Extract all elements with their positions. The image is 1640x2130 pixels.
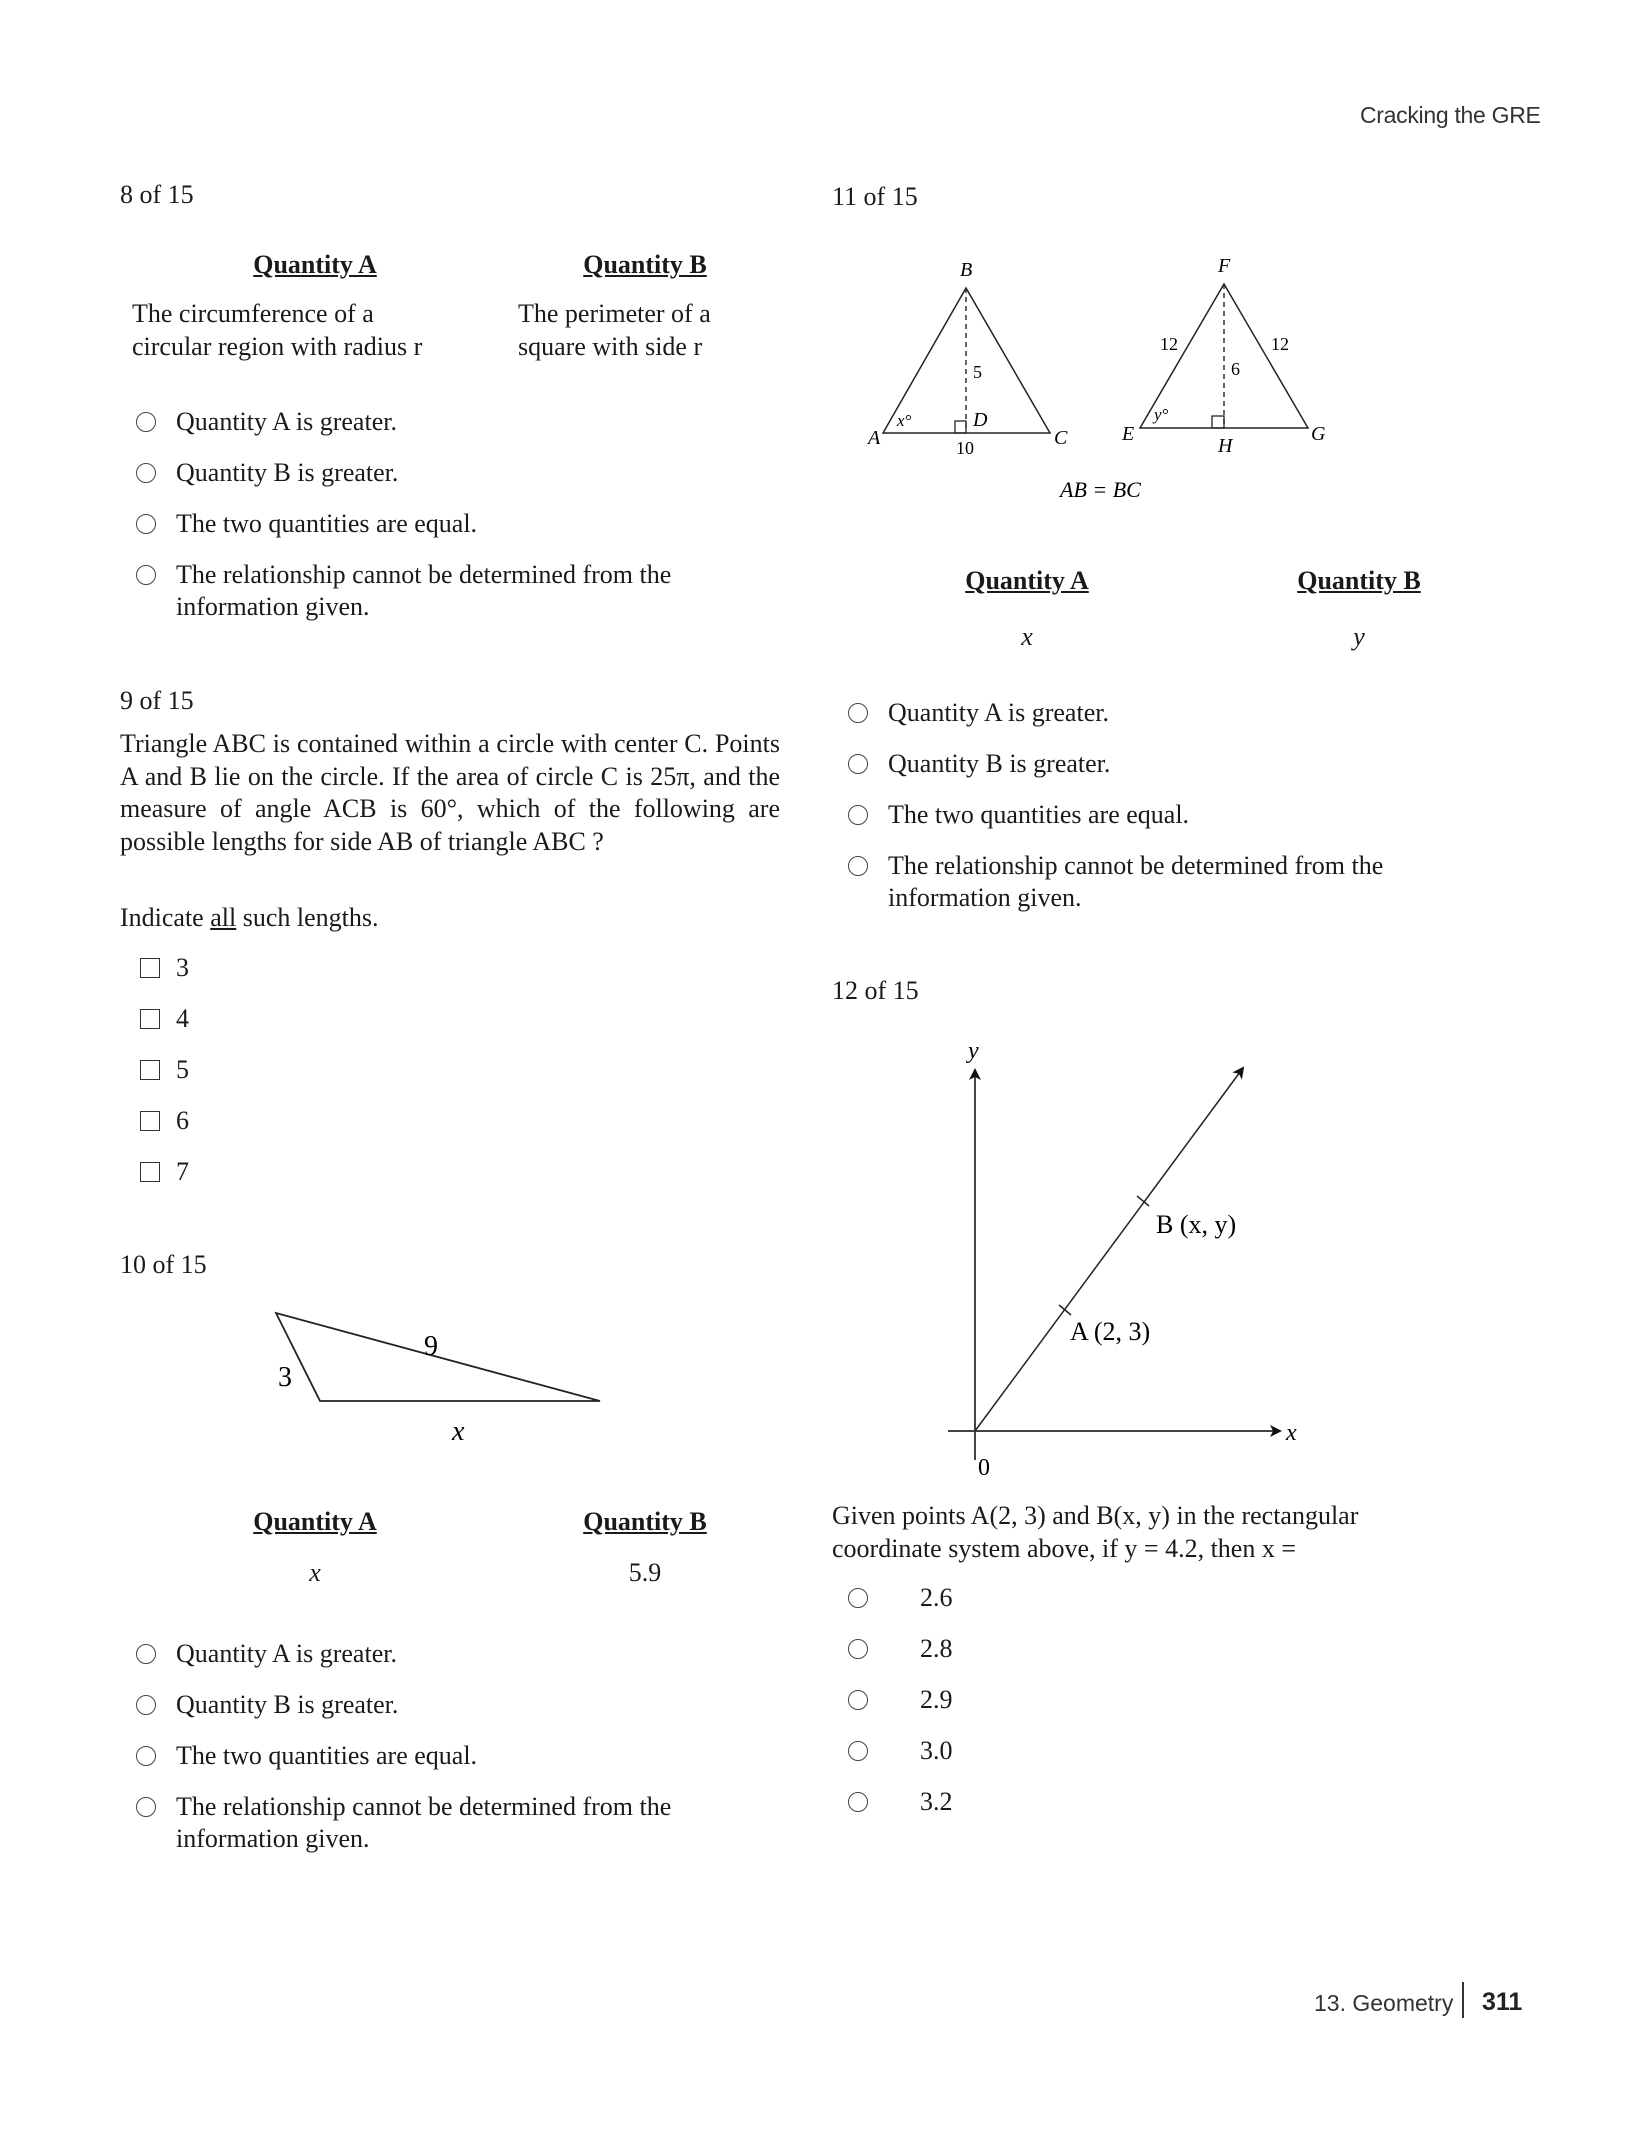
option-label: The two quantities are equal. [176,509,478,538]
radio-icon[interactable] [848,856,868,876]
option-label: Quantity B is greater. [176,458,399,487]
option-label: 3.0 [920,1736,953,1765]
radio-icon[interactable] [848,805,868,825]
q9-question: Triangle ABC is contained within a circle with center C. Points A and B lie on the circle. If the area of circle C is 25π, and the measure of angle ACB is 60°, which of the following are possible lengths for side AB of triangle ABC ? [120,729,780,856]
side-label-fg: 12 [1271,334,1289,354]
running-header: Cracking the GRE [1360,102,1541,128]
option-label: The two quantities are equal. [888,800,1190,829]
q10-quantity-b-label: Quantity B [583,1507,707,1536]
q11-option-a[interactable] [848,697,1508,729]
height-label: 6 [1231,359,1240,379]
question-line: Given points A(2, 3) and B(x, y) in the rectangular [832,1501,1359,1530]
q11-quantity-b-value: y [1353,622,1365,651]
radio-icon[interactable] [136,1746,156,1766]
q12-coordinate-figure [820,1000,1440,1480]
option-label: Quantity B is greater. [888,749,1111,778]
point-b-label: B (x, y) [1156,1210,1237,1239]
vertex-label-d: D [973,409,988,431]
q8-quantity-b-line2: square with side r [518,331,703,361]
radio-icon[interactable] [848,1588,868,1608]
right-angle-marker [1212,416,1224,428]
q11-option-b[interactable] [848,748,1508,780]
page-number: 311 [1482,1988,1523,2016]
radio-icon[interactable] [136,1695,156,1715]
instruction-text: such lengths. [236,903,379,932]
point-a-tick [1059,1305,1071,1315]
radio-icon[interactable] [848,1690,868,1710]
option-label: Quantity A is greater. [176,407,397,436]
vertex-label-f: F [1218,255,1231,277]
q10-quantity-a-label: Quantity A [253,1507,377,1536]
option-label: 2.9 [920,1685,953,1714]
x-axis-label: x [1286,1420,1297,1446]
q12-option-5[interactable] [848,1786,953,1818]
vertex-label-e: E [1122,423,1135,445]
q12-option-2[interactable] [848,1633,953,1665]
q8-quantity-b-label: Quantity B [583,250,707,279]
option-label: The relationship cannot be determined from the information given. [176,560,672,621]
option-label: The relationship cannot be determined from the information given. [176,1792,672,1853]
option-label: 2.8 [920,1634,953,1663]
q8-quantity-b-line1: The perimeter of a [518,299,711,328]
q10-quantity-a-value: x [309,1558,321,1587]
footer-divider [1462,1982,1464,2018]
question-line: coordinate system above, if y = 4.2, then x = [832,1533,1297,1563]
height-label: 5 [973,362,982,382]
radio-icon[interactable] [848,1741,868,1761]
q12-option-3[interactable] [848,1684,953,1716]
option-label: The two quantities are equal. [176,1741,478,1770]
q11-option-c[interactable] [848,799,1508,831]
right-angle-marker [955,421,966,433]
q12-options [848,1582,953,1818]
y-axis-label: y [968,1038,979,1064]
radio-icon[interactable] [848,754,868,774]
side-label-bottom: x [452,1416,465,1447]
vertex-label-b: B [960,259,973,281]
radio-icon[interactable] [136,1644,156,1664]
option-label: 2.6 [920,1583,953,1612]
q12-option-1[interactable] [848,1582,953,1614]
q10-option-d[interactable] [136,1791,796,1855]
option-label: 4 [176,1004,189,1033]
q10-option-c[interactable] [136,1740,796,1772]
footer-chapter: 13. Geometry [1314,1990,1454,2016]
angle-label-y: y° [1154,405,1169,424]
option-label: Quantity A is greater. [888,698,1109,727]
q11-options [848,697,1508,914]
radio-icon[interactable] [848,703,868,723]
radio-icon[interactable] [136,1797,156,1817]
option-label: 6 [176,1106,189,1135]
q11-triangles-figure [820,240,1500,520]
angle-label-x: x° [897,411,912,430]
instruction-text: Indicate [120,903,211,932]
q11-number: 11 of 15 [832,182,918,211]
q10-number: 10 of 15 [120,1250,207,1279]
triangle-shape [276,1313,600,1401]
line-through-origin [975,1068,1243,1431]
side-label-left: 3 [278,1362,292,1393]
option-label: 3 [176,953,189,982]
figure-caption: AB = BC [1060,477,1141,502]
side-label-top: 9 [424,1331,438,1362]
vertex-label-g: G [1311,423,1326,445]
vertex-label-c: C [1054,427,1068,449]
instruction-emphasis: all [210,903,237,932]
origin-label: 0 [978,1455,990,1480]
q11-quantity-a-value: x [1021,622,1033,651]
option-label: Quantity A is greater. [176,1639,397,1668]
option-label: 5 [176,1055,189,1084]
vertex-label-a: A [868,427,881,449]
option-label: Quantity B is greater. [176,1690,399,1719]
q11-quantity-b-label: Quantity B [1297,566,1421,595]
option-label: 3.2 [920,1787,953,1816]
q11-quantity-a-label: Quantity A [965,566,1089,595]
point-a-label: A (2, 3) [1070,1317,1151,1346]
q8-number: 8 of 15 [120,180,194,209]
option-label: The relationship cannot be determined from the information given. [888,851,1384,912]
q10-quantity-b-value: 5.9 [628,1558,662,1587]
q11-option-d[interactable] [848,850,1508,914]
q10-triangle-figure [0,0,820,1480]
q12-number: 12 of 15 [832,976,919,1005]
base-label: 10 [956,438,974,458]
q12-question [832,1500,1512,1565]
radio-icon[interactable] [848,1792,868,1812]
vertex-label-h: H [1218,435,1233,457]
q10-option-a[interactable] [136,1638,796,1670]
q8-quantity-a-line2: circular region with radius r [132,331,423,361]
option-label: 7 [176,1157,189,1186]
q12-option-4[interactable] [848,1735,953,1767]
q10-options [136,1638,796,1855]
q9-number: 9 of 15 [120,686,194,715]
side-label-ef: 12 [1160,334,1178,354]
q8-quantity-a-label: Quantity A [253,250,377,279]
q10-option-b[interactable] [136,1689,796,1721]
q8-quantity-a-line1: The circumference of a [132,299,374,328]
radio-icon[interactable] [848,1639,868,1659]
